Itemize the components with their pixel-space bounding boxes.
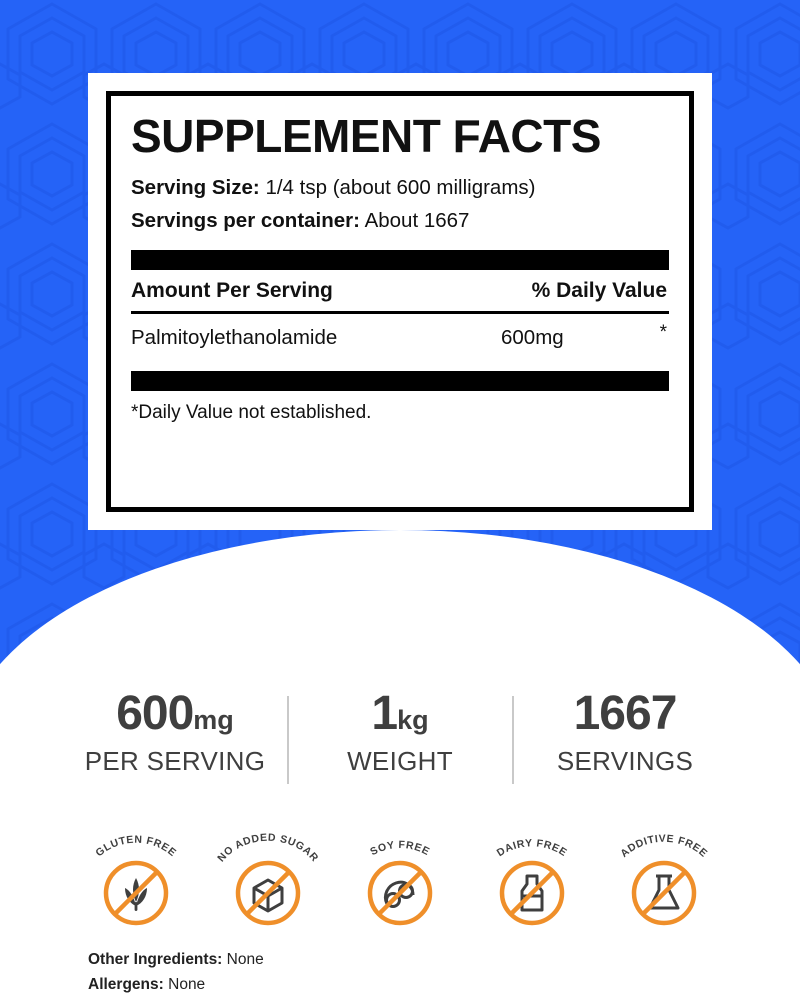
supplement-facts-border (106, 91, 694, 512)
stat-label-per-serving: PER SERVING (84, 746, 266, 776)
badge-no-added-sugar (205, 828, 331, 933)
badge-row (0, 828, 800, 933)
badge-soy-free (337, 828, 463, 933)
allergens-label: Allergens: (88, 975, 164, 993)
svg-text:DAIRY FREE (495, 837, 569, 859)
stat-number-weight: 1 (371, 687, 398, 740)
servings-per-container-line (131, 205, 669, 238)
allergens-value: None (168, 975, 206, 993)
allergens-line (88, 973, 264, 994)
supplement-facts-panel (88, 73, 712, 530)
footer-notes (88, 948, 264, 994)
other-ingredients-label: Other Ingredients: (88, 951, 223, 968)
serving-size-value: 1/4 tsp (about 600 milligrams) (265, 176, 536, 200)
ingredient-daily-value: * (659, 321, 667, 343)
badge-label-additive-free: ADDITIVE FREE (618, 832, 710, 860)
svg-text:SOY FREE (368, 839, 431, 858)
stat-label-weight: WEIGHT (347, 746, 453, 776)
daily-value-header: % Daily Value (531, 278, 667, 302)
stat-weight (293, 687, 508, 777)
stat-label-servings: SERVINGS (556, 746, 694, 776)
amount-per-serving-header: Amount Per Serving (131, 278, 333, 302)
ingredient-name: Palmitoylethanolamide (131, 325, 338, 349)
table-row (131, 314, 669, 363)
supplement-facts-title: SUPPLEMENT FACTS (131, 110, 601, 162)
badge-label-gluten-free: GLUTEN FREE (93, 833, 179, 860)
milk-bottle-icon (497, 858, 567, 928)
stat-servings (518, 687, 733, 777)
serving-size-line (131, 172, 669, 205)
badge-label-soy-free: SOY FREE (368, 838, 432, 859)
badge-gluten-free (73, 828, 199, 933)
other-ingredients-value: None (226, 951, 264, 968)
stat-value-per-serving (68, 687, 283, 740)
table-header-row (131, 270, 669, 314)
soy-bean-icon (365, 858, 435, 928)
stat-per-serving (68, 687, 283, 777)
servings-per-container-label: Servings per container: (131, 209, 360, 233)
svg-text:ADDITIVE FREE (618, 833, 710, 860)
flask-icon (629, 858, 699, 928)
stat-number-per-serving: 600 (116, 687, 194, 740)
wheat-icon (101, 858, 171, 928)
stat-divider (512, 696, 514, 784)
stat-value-weight (293, 687, 508, 740)
other-ingredients-line (88, 948, 264, 973)
stat-divider (287, 696, 289, 784)
ingredient-amount: 600mg (501, 325, 564, 349)
serving-size-label: Serving Size: (131, 176, 260, 200)
badge-label-no-added-sugar: NO ADDED SUGAR (215, 831, 321, 865)
badge-dairy-free (469, 828, 595, 933)
stat-unit-weight: kg (397, 705, 429, 735)
daily-value-footnote: *Daily Value not established. (131, 401, 372, 423)
stat-number-servings: 1667 (573, 687, 677, 740)
stats-row (0, 687, 800, 784)
servings-per-container-value: About 1667 (364, 209, 470, 233)
stat-unit-per-serving: mg (193, 705, 234, 735)
bottom-black-bar (131, 371, 669, 391)
sugar-cube-icon (233, 858, 303, 928)
badge-label-dairy-free: DAIRY FREE (494, 837, 570, 860)
top-black-bar (131, 250, 669, 270)
badge-additive-free (601, 828, 727, 933)
stat-value-servings (518, 687, 733, 740)
svg-text:GLUTEN FREE (93, 834, 178, 860)
